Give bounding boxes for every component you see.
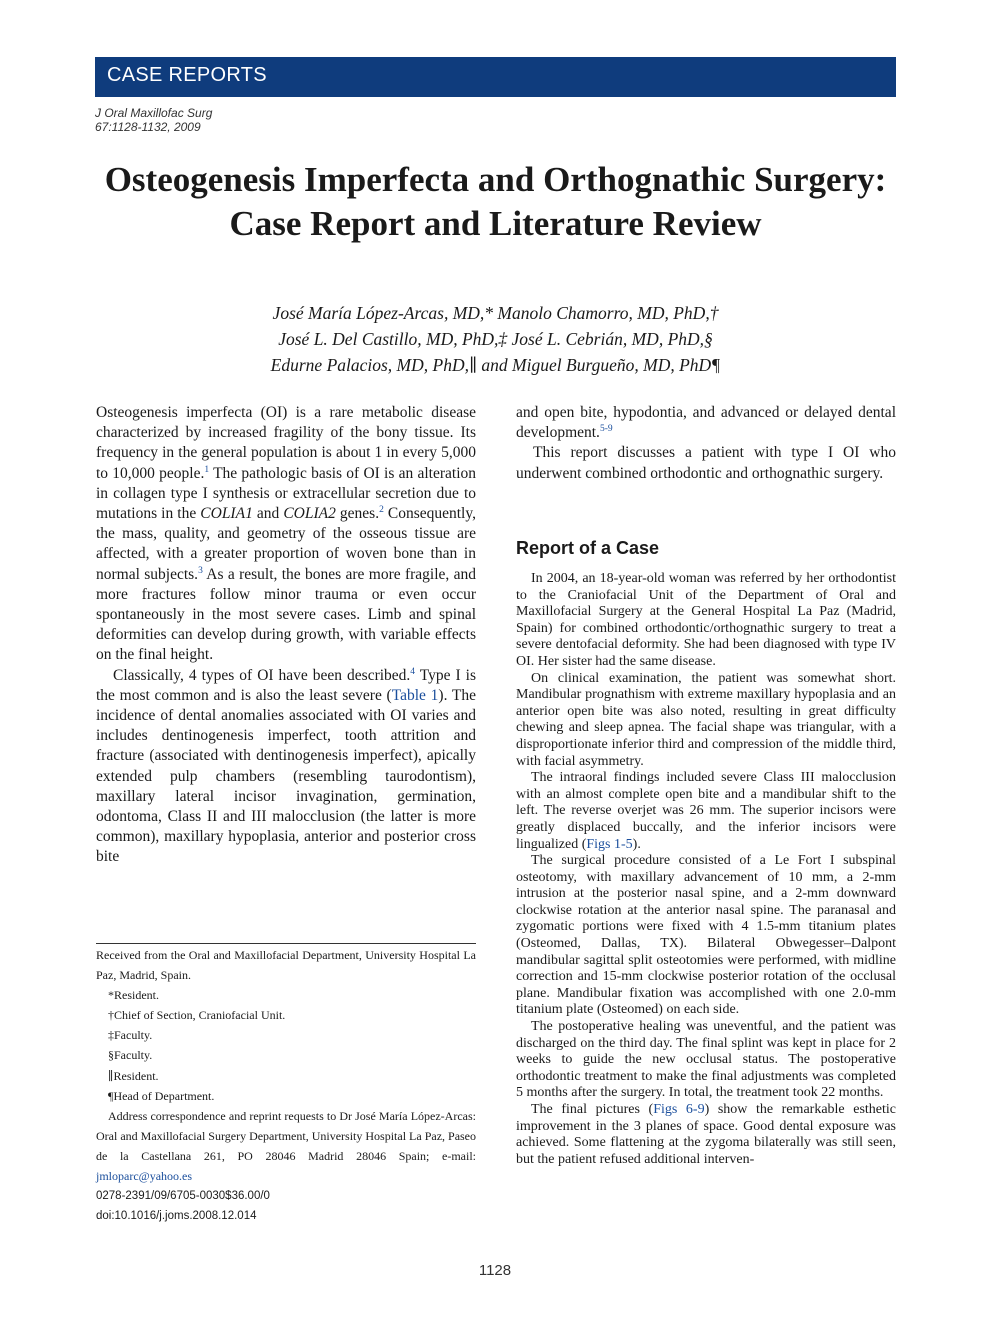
author-list [95, 300, 896, 378]
page-number: 1128 [478, 1262, 512, 1279]
table-link[interactable]: Table 1 [391, 686, 439, 704]
text-run: The intraoral findings included severe Class III malocclusion with an almost complete open bite and a mandibular shift to the left. The reverse overjet was 26 mm. The superior incisors were greatly displaced buccally, and the inferior incisors were lingualized ( [516, 770, 896, 852]
footnotes [96, 945, 476, 1226]
reference-link[interactable]: 3 [198, 565, 203, 576]
text-run: and [252, 505, 284, 523]
issn-line: 0278-2391/09/6705-0030$36.00/0 [96, 1190, 270, 1203]
received-note: Received from the Oral and Maxillofacial Department, University Hospital La Paz, Madrid, Spain. [96, 948, 476, 983]
affiliation-note: ¶Head of Department. [108, 1088, 215, 1103]
volume-pages: 67:1128-1132, 2009 [95, 120, 201, 134]
gene-name: COLIA1 [200, 505, 253, 523]
intro-continuation [516, 403, 896, 443]
authors-line: Edurne Palacios, MD, PhD,∥ and Miguel Burgueño, MD, PhD¶ [270, 355, 721, 375]
affiliation-note: ‡Faculty. [108, 1028, 153, 1043]
case-paragraph: The surgical procedure consisted of a Le Fort I subspinal osteotomy, with maxillary advancement of 10 mm, a 2-mm intrusion at the posterior nasal spine, and a 2-mm downward clockwise rotation at the anterior nasal spine. The paranasal and zygomatic portions were fixed with 4 1.5-mm titanium plates (Osteomed, Dallas, TX). Bilateral Obwegesser–Dalpont mandibular sagittal split osteotomies were performed, with midline correction and 15-mm clockwise posterior rotation of the occlusal plane. Mandibular fixation was accomplished with one 2.0-mm titanium plate (Osteomed) on each side. [516, 853, 896, 1018]
case-report-body [516, 571, 896, 1168]
reference-link[interactable]: 1 [204, 464, 210, 475]
article-title: Osteogenesis Imperfecta and Orthognathic Surgery: Case Report and Literature Review [104, 160, 887, 243]
journal-citation [95, 106, 395, 134]
section-heading: Report of a Case [516, 538, 660, 558]
case-paragraph [516, 770, 896, 853]
text-run: ). The incidence of dental anomalies associated with OI varies and includes dentinogenesis imperfect, tooth attrition and fracture (associated with dentinogenesis imperfect), apically extended pulp chambers (resembling taurodontism), maxillary lateral incisor invagination, germination, odontoma, Class II and III malocclusion (the latter is more common), maxillary hypoplasia, anterior and posterior cross bite [96, 686, 476, 866]
text-run: genes. [335, 505, 380, 523]
case-paragraph [516, 1102, 896, 1168]
section-banner [95, 57, 896, 97]
left-column [96, 403, 476, 868]
intro-paragraph [96, 403, 476, 666]
right-column-intro [516, 403, 896, 484]
correspondence-note [96, 1106, 476, 1186]
text-run: The pathologic basis of OI is an alteration in collagen type I synthesis or extracellular secretion due to mutations in the [96, 464, 477, 523]
figure-link[interactable]: Figs 6-9 [653, 1102, 705, 1117]
reference-link[interactable]: 2 [379, 505, 384, 516]
case-paragraph: The postoperative healing was uneventful, and the patient was discharged on the third day. The final splint was kept in place for 2 weeks to guide the new occlusal status. The postoperative orthodontic treatment to make the final adjustments was completed 5 months after the surgery. In total, the treatment took 22 months. [516, 1019, 896, 1101]
text-run: and open bite, hypodontia, and advanced or delayed dental development. [516, 404, 896, 442]
text-run: Osteogenesis imperfecta (OI) is a rare metabolic disease characterized by increased fragility of the bony tissue. Its frequency in the general population is about 1 in every 5,000 to 10,000 people. [96, 404, 476, 482]
text-run: Classically, 4 types of OI have been described. [113, 666, 411, 684]
email-link[interactable]: jmloparc@yahoo.es [96, 1169, 193, 1184]
figure-link[interactable]: Figs 1-5 [586, 836, 633, 852]
types-paragraph [96, 666, 476, 868]
affiliation-note: §Faculty. [108, 1048, 153, 1063]
text-run: As a result, the bones are more fragile, and more fractures follow minor trauma or even occur spontaneously in the most severe cases. Limb and spinal deformities can develop during growth, with variable effects on the final height. [96, 565, 476, 664]
case-paragraph: On clinical examination, the patient was somewhat short. Mandibular prognathism with extreme maxillary hypoplasia and an anterior open bite was also noted, resulting in great difficulty chewing and sleep apnea. The facial shape was triangular, with a disproportionate inferior third and compression of the middle third, with facial asymmetry. [516, 670, 896, 769]
affiliation-note: *Resident. [108, 988, 159, 1003]
affiliation-note: †Chief of Section, Craniofacial Unit. [108, 1008, 286, 1023]
gene-name: COLIA2 [283, 505, 336, 523]
journal-name: J Oral Maxillofac Surg [95, 106, 213, 120]
authors-line: José L. Del Castillo, MD, PhD,‡ José L. Cebrián, MD, PhD,§ [278, 329, 713, 349]
text-run: ). [632, 836, 641, 852]
reference-link[interactable]: 4 [410, 666, 416, 677]
text-run: The final pictures ( [531, 1102, 654, 1117]
text-run: Address correspondence and reprint requests to Dr José María López-Arcas: Oral and Maxillofacial Surgery Department, University Hospital La Paz, Paseo de la Castellana 261, PO 28046 Madrid 28046 Spain; e-mail: [96, 1108, 477, 1163]
section-label: CASE REPORTS [107, 64, 267, 86]
purpose-paragraph: This report discusses a patient with type I OI who underwent combined orthodontic and orthognathic surgery. [516, 444, 896, 482]
affiliation-note: ∥Resident. [108, 1068, 159, 1083]
text-run: ) show the remarkable esthetic improvement in the 3 planes of space. Good dental exposure was achieved. Some flattening at the zygoma bilaterally was still seen, but the patient refused additional interven- [516, 1102, 896, 1167]
doi-line[interactable]: doi:10.1016/j.joms.2008.12.014 [96, 1210, 257, 1223]
case-paragraph: In 2004, an 18-year-old woman was referred by her orthodontist to the Craniofacial Unit of the Department of Oral and Maxillofacial Surgery at the General Hospital La Paz (Madrid, Spain) for combined orthodontic/orthognathic surgery to treat a severe dentofacial deformity. She had been diagnosed with type IV OI. Her sister had the same disease. [516, 571, 896, 669]
text-run: Type I is the most common and is also the least severe ( [96, 666, 476, 704]
text-run: Consequently, the mass, quality, and geometry of the osseous tissue are affected, with a greater proportion of woven bone than in normal subjects. [96, 505, 476, 583]
authors-line: José María López-Arcas, MD,* Manolo Chamorro, MD, PhD,† [272, 303, 719, 323]
footnote-divider [96, 943, 476, 944]
reference-link[interactable]: 5-9 [599, 424, 613, 435]
